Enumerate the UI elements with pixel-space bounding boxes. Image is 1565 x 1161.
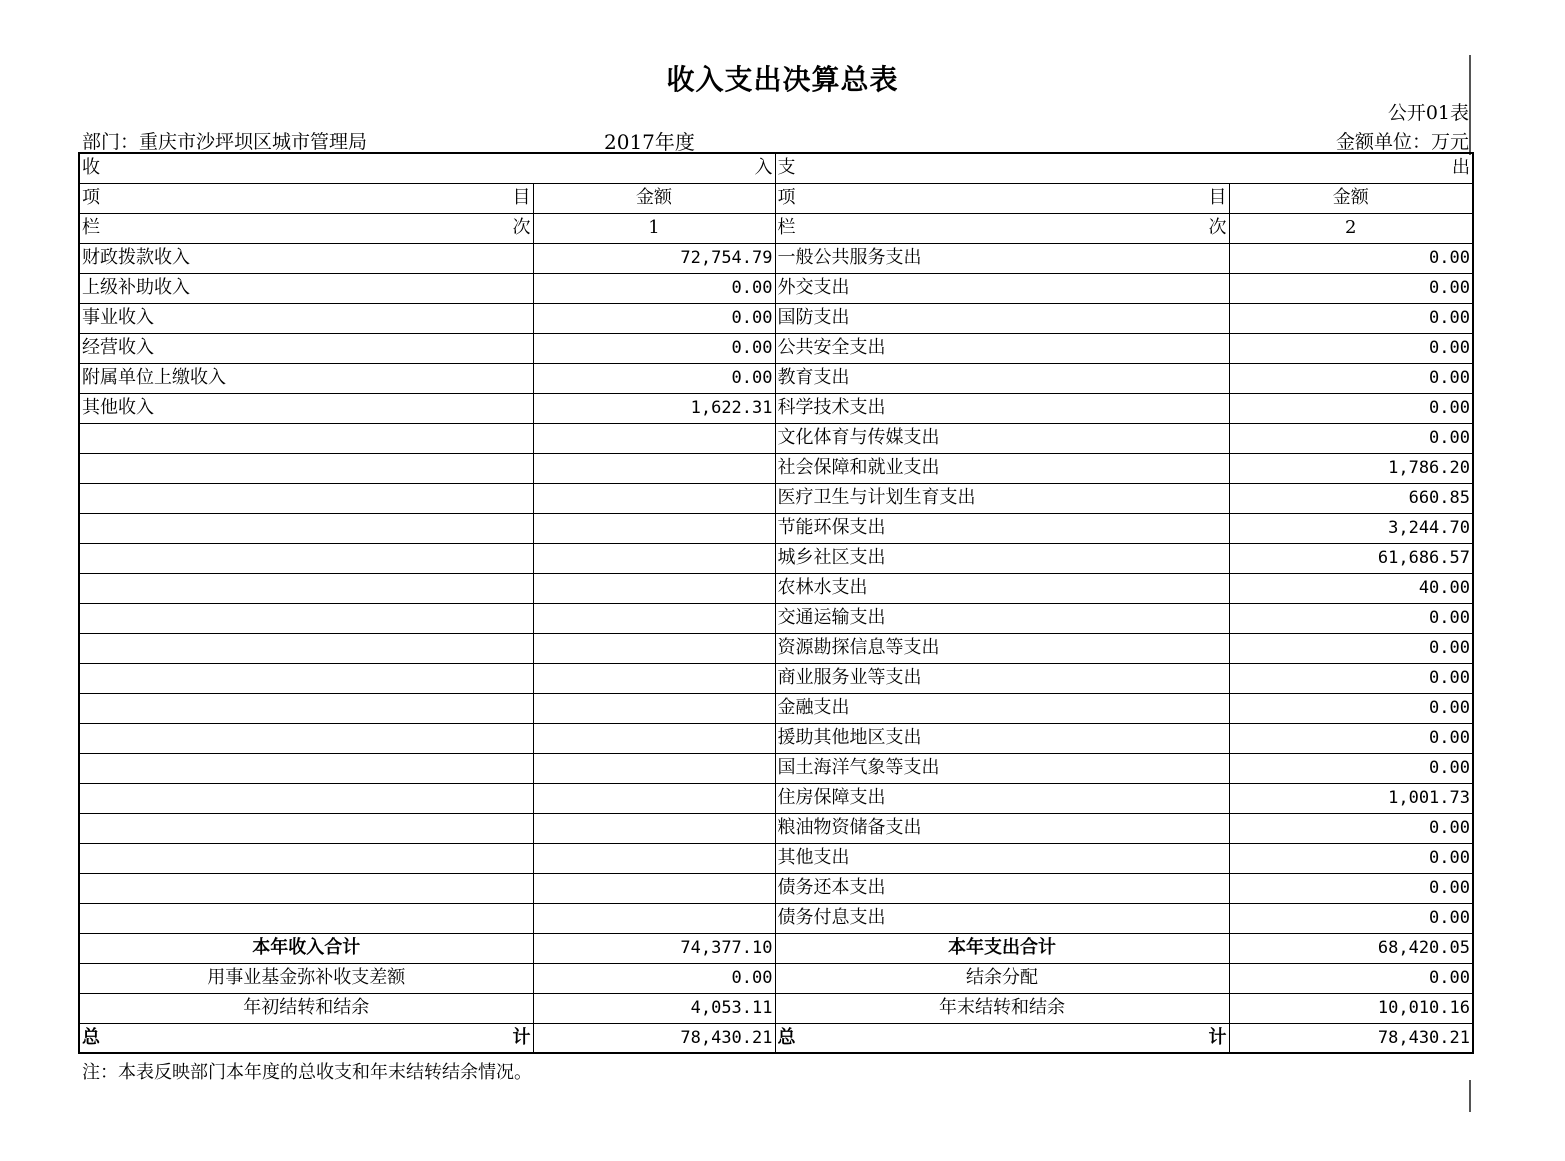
income-item: 附属单位上缴收入 (79, 363, 533, 393)
expense-item: 商业服务业等支出 (775, 663, 1229, 693)
expense-amount: 61,686.57 (1229, 543, 1473, 573)
table-row (79, 483, 1473, 513)
table-row (79, 393, 1473, 423)
income-item: 财政拨款收入 (79, 243, 533, 273)
income-expense-table (78, 152, 1474, 1054)
total-income-label: 总 计 (79, 1023, 533, 1053)
summary-income-item: 用事业基金弥补收支差额 (79, 963, 533, 993)
income-amount (533, 903, 775, 933)
summary-row (79, 933, 1473, 963)
expense-item: 教育支出 (775, 363, 1229, 393)
income-item (79, 783, 533, 813)
expense-amount: 0.00 (1229, 333, 1473, 363)
summary-income-amount: 0.00 (533, 963, 775, 993)
income-amount (533, 423, 775, 453)
form-code: 公开01表 (1387, 102, 1469, 124)
summary-row (79, 963, 1473, 993)
summary-row (79, 993, 1473, 1023)
income-item (79, 453, 533, 483)
income-item (79, 663, 533, 693)
expense-item: 医疗卫生与计划生育支出 (775, 483, 1229, 513)
expense-amount: 0.00 (1229, 903, 1473, 933)
expense-amount: 0.00 (1229, 693, 1473, 723)
table-row (79, 873, 1473, 903)
income-amount-header: 金额 (533, 183, 775, 213)
expense-amount: 0.00 (1229, 423, 1473, 453)
expense-item: 其他支出 (775, 843, 1229, 873)
expense-item-header: 项 目 (775, 183, 1229, 213)
expense-item: 粮油物资储备支出 (775, 813, 1229, 843)
income-item (79, 603, 533, 633)
summary-income-item: 年初结转和结余 (79, 993, 533, 1023)
income-amount (533, 783, 775, 813)
income-item (79, 483, 533, 513)
income-amount: 0.00 (533, 363, 775, 393)
income-amount: 0.00 (533, 303, 775, 333)
income-amount: 1,622.31 (533, 393, 775, 423)
income-amount (533, 753, 775, 783)
table-row (79, 843, 1473, 873)
income-item (79, 423, 533, 453)
expense-amount: 0.00 (1229, 303, 1473, 333)
total-row (79, 1023, 1473, 1053)
income-item: 事业收入 (79, 303, 533, 333)
income-amount (533, 693, 775, 723)
expense-item: 社会保障和就业支出 (775, 453, 1229, 483)
income-item (79, 573, 533, 603)
income-amount (533, 483, 775, 513)
expense-item: 一般公共服务支出 (775, 243, 1229, 273)
income-item (79, 723, 533, 753)
income-section-header: 收 入 (79, 153, 775, 183)
income-amount (533, 843, 775, 873)
table-row (79, 273, 1473, 303)
table-row (79, 693, 1473, 723)
income-item (79, 903, 533, 933)
table-row (79, 513, 1473, 543)
table-row (79, 723, 1473, 753)
income-amount (533, 513, 775, 543)
expense-amount: 3,244.70 (1229, 513, 1473, 543)
footnote: 注：本表反映部门本年度的总收支和年末结转结余情况。 (82, 1062, 532, 1083)
summary-expense-amount: 10,010.16 (1229, 993, 1473, 1023)
expense-amount: 40.00 (1229, 573, 1473, 603)
fiscal-year: 2017年度 (604, 130, 695, 154)
income-item (79, 543, 533, 573)
expense-amount: 0.00 (1229, 273, 1473, 303)
expense-section-header: 支 出 (775, 153, 1473, 183)
table-row (79, 753, 1473, 783)
expense-item: 国土海洋气象等支出 (775, 753, 1229, 783)
expense-amount: 0.00 (1229, 723, 1473, 753)
expense-amount: 0.00 (1229, 663, 1473, 693)
expense-item: 金融支出 (775, 693, 1229, 723)
table-row (79, 783, 1473, 813)
expense-amount-header: 金额 (1229, 183, 1473, 213)
expense-item: 债务付息支出 (775, 903, 1229, 933)
income-item (79, 813, 533, 843)
income-col-index-label: 栏 次 (79, 213, 533, 243)
income-amount: 0.00 (533, 333, 775, 363)
expense-item: 外交支出 (775, 273, 1229, 303)
expense-item: 债务还本支出 (775, 873, 1229, 903)
summary-income-amount: 4,053.11 (533, 993, 775, 1023)
summary-expense-item: 本年支出合计 (775, 933, 1229, 963)
table-row (79, 633, 1473, 663)
total-income-amount: 78,430.21 (533, 1023, 775, 1053)
income-item-header: 项 目 (79, 183, 533, 213)
expense-item: 城乡社区支出 (775, 543, 1229, 573)
table-row (79, 303, 1473, 333)
income-amount (533, 543, 775, 573)
table-row (79, 813, 1473, 843)
expense-item: 国防支出 (775, 303, 1229, 333)
table-row (79, 543, 1473, 573)
expense-amount: 0.00 (1229, 603, 1473, 633)
expense-amount: 0.00 (1229, 363, 1473, 393)
table-row (79, 603, 1473, 633)
income-item (79, 843, 533, 873)
expense-item: 住房保障支出 (775, 783, 1229, 813)
header-row-index (79, 213, 1473, 243)
page-edge-rule (1469, 55, 1471, 155)
income-item: 其他收入 (79, 393, 533, 423)
total-expense-label: 总 计 (775, 1023, 1229, 1053)
report-title: 收入支出决算总表 (666, 63, 899, 96)
expense-item: 文化体育与传媒支出 (775, 423, 1229, 453)
expense-amount: 0.00 (1229, 813, 1473, 843)
expense-item: 资源勘探信息等支出 (775, 633, 1229, 663)
income-item (79, 693, 533, 723)
expense-col-index: 2 (1229, 213, 1473, 243)
table-row (79, 573, 1473, 603)
table-row (79, 243, 1473, 273)
table-row (79, 423, 1473, 453)
table-row (79, 363, 1473, 393)
department-label: 部门：重庆市沙坪坝区城市管理局 (82, 131, 368, 153)
income-item: 上级补助收入 (79, 273, 533, 303)
expense-amount: 0.00 (1229, 243, 1473, 273)
amount-unit: 金额单位：万元 (1335, 131, 1469, 153)
expense-amount: 1,786.20 (1229, 453, 1473, 483)
income-item (79, 633, 533, 663)
summary-expense-amount: 68,420.05 (1229, 933, 1473, 963)
expense-amount: 1,001.73 (1229, 783, 1473, 813)
expense-col-index-label: 栏 次 (775, 213, 1229, 243)
summary-income-item: 本年收入合计 (79, 933, 533, 963)
page-edge-rule (1469, 1080, 1471, 1112)
table-row (79, 453, 1473, 483)
table-row (79, 663, 1473, 693)
income-amount (533, 723, 775, 753)
income-col-index: 1 (533, 213, 775, 243)
income-item: 经营收入 (79, 333, 533, 363)
income-item (79, 513, 533, 543)
income-amount (533, 663, 775, 693)
income-amount (533, 573, 775, 603)
expense-amount: 0.00 (1229, 633, 1473, 663)
expense-item: 科学技术支出 (775, 393, 1229, 423)
table-row (79, 333, 1473, 363)
expense-item: 农林水支出 (775, 573, 1229, 603)
income-amount (533, 603, 775, 633)
income-amount (533, 633, 775, 663)
income-item (79, 753, 533, 783)
table-row (79, 903, 1473, 933)
summary-expense-item: 年末结转和结余 (775, 993, 1229, 1023)
expense-amount: 0.00 (1229, 843, 1473, 873)
income-amount (533, 453, 775, 483)
header-row-section (79, 153, 1473, 183)
income-amount (533, 873, 775, 903)
income-amount: 72,754.79 (533, 243, 775, 273)
summary-expense-amount: 0.00 (1229, 963, 1473, 993)
expense-amount: 0.00 (1229, 393, 1473, 423)
expense-amount: 0.00 (1229, 753, 1473, 783)
income-item (79, 873, 533, 903)
expense-amount: 660.85 (1229, 483, 1473, 513)
header-row-columns (79, 183, 1473, 213)
expense-item: 公共安全支出 (775, 333, 1229, 363)
income-amount (533, 813, 775, 843)
expense-item: 援助其他地区支出 (775, 723, 1229, 753)
summary-income-amount: 74,377.10 (533, 933, 775, 963)
income-amount: 0.00 (533, 273, 775, 303)
summary-expense-item: 结余分配 (775, 963, 1229, 993)
expense-amount: 0.00 (1229, 873, 1473, 903)
total-expense-amount: 78,430.21 (1229, 1023, 1473, 1053)
expense-item: 交通运输支出 (775, 603, 1229, 633)
expense-item: 节能环保支出 (775, 513, 1229, 543)
